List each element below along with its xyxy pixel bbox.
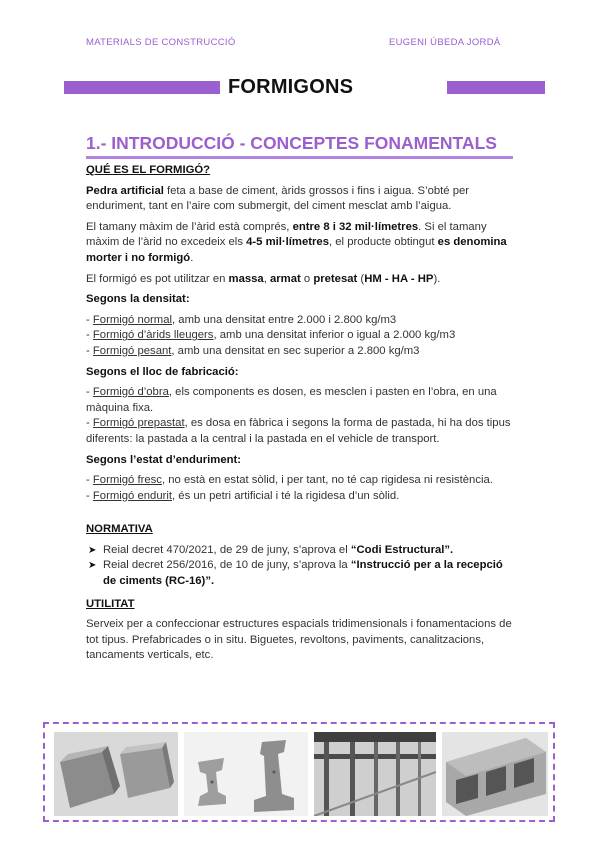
hardening-term: Formigó endurit [92,489,173,502]
normativa-list [86,543,516,590]
hardening-label: Segons l’estat d’enduriment: [86,453,242,466]
page-title: FORMIGONS [228,76,354,98]
p3-b: massa [228,272,264,285]
p2-b: entre 8 i 32 mil·límetres [292,220,419,233]
p2-c: . Si el tamany màxim de l’àrid no excedeix els [86,220,487,249]
fabrication-term: Formigó d’obra [92,386,169,399]
density-item: - Formigó normal, amb una densitat entre 2.000 i 2.800 kg/m3 [86,313,397,326]
hardening-term: Formigó fresc [92,474,162,487]
hardening-text: , és un petri artificial i té la rigidesa d’un sòlid. [172,489,400,502]
density-item: - Formigó d’àrids lleugers, amb una densitat inferior o igual a 2.000 kg/m3 [86,329,456,342]
p3-d: armat [270,272,301,285]
density-term: Formigó normal [92,313,173,326]
p3-c: , [263,272,270,285]
density-item: - Formigó pesant, amb una densitat en sec superior a 2.800 kg/m3 [86,344,420,357]
density-label: Segons la densitat: [86,293,190,306]
density-text: , amb una densitat en sec superior a 2.800 kg/m3 [171,344,420,357]
normativa-bold: “Codi Estructural”. [350,543,454,556]
density-term: Formigó d’àrids lleugers [92,329,214,342]
p2-f: es denomina morter i no formigó [86,236,507,264]
p3-f: pretesat [313,272,358,285]
fabrication-item: - Formigó d’obra, els components es dosen, es mesclen i pasten en l’obra, en una màquina fixa. [86,386,497,414]
header-left: MATERIALS DE CONSTRUCCIÓ [86,37,236,48]
photo-strip [43,722,555,822]
fabrication-text: , els components es dosen, es mesclen i pasten en l’obra, en una màquina fixa. [86,386,497,414]
fabrication-label: Segons el lloc de fabricació: [86,365,239,378]
p3-e: o [300,272,314,285]
section-title: 1.- INTRODUCCIÓ - CONCEPTES FONAMENTALS [86,133,497,153]
p2-a: El tamany màxim de l’àrid està comprés, [86,220,293,233]
p2-e: , el producte obtingut [329,236,438,249]
arrow-bullet-icon: ➤ [88,544,97,556]
p2-d: 4-5 mil·límetres [246,236,329,249]
p1-rest: feta a base de ciment, àrids grossos i fins i aigua. S’obté per enduriment, tant en l’aire com submergit, del ciment mesclat amb l’aigua. [86,184,470,213]
title-bar-left [64,81,220,94]
section-rule [86,156,513,159]
hardening-text: , no està en estat sòlid, i per tant, no té cap rigidesa ni resistència. [161,474,493,487]
concrete-beams-photo [184,732,308,816]
p1-bold: Pedra artificial [86,184,164,197]
p3-a: El formigó es pot utilitzar en [86,272,229,285]
fabrication-item: - Formigó prepastat, es dosa en fàbrica i segons la forma de pastada, hi ha dos tipus diferents: la pastada a la central i la pastada en el vehicle de transport. [86,417,511,445]
p2-g: . [190,251,194,264]
concrete-structure-photo [314,732,436,816]
paragraph-usage [86,272,516,288]
hardening-item: - Formigó endurit, és un petri artificial i té la rigidesa d’un sòlid. [86,489,400,502]
density-text: , amb una densitat entre 2.000 i 2.800 kg/m3 [172,313,397,326]
normativa-text: Reial decret 256/2016, de 10 de juny, s’aprova la [103,559,351,572]
paragraph-aggregate [86,220,516,267]
normativa-bold: “Instrucció per a la recepció de ciments (RC-16)”. [103,559,503,588]
utilitat-heading: UTILITAT [86,597,135,610]
p3-h: HM - HA - HP [364,272,434,285]
hollow-block-photo [442,732,548,816]
fabrication-text: , es dosa en fàbrica i segons la forma de pastada, hi ha dos tipus diferents: la pastada a la central i la pastada en el vehicle de transport. [86,417,511,445]
p3-i: ). [433,272,441,285]
title-bar-right [447,81,545,94]
density-term: Formigó pesant [92,344,172,357]
what-heading: QUÉ ES EL FORMIGÓ? [86,164,211,176]
concrete-blocks-photo [54,732,178,816]
normativa-text: Reial decret 470/2021, de 29 de juny, s’aprova el [103,543,351,556]
normativa-item [86,558,516,589]
utilitat-text: Serveix per a confeccionar estructures espacials tridimensionals i fonamentacions de tot tipus. Prefabricades o in situ. Biguetes, revoltons, paviments, canalitzacions, tancaments verticals, etc. [86,618,512,662]
hardening-item: - Formigó fresc, no està en estat sòlid, i per tant, no té cap rigidesa ni resistència. [86,474,493,487]
p3-g: ( [357,272,365,285]
content [86,163,516,669]
arrow-bullet-icon: ➤ [88,560,97,572]
fabrication-term: Formigó prepastat [92,417,185,430]
header-right: EUGENI ÚBEDA JORDÀ [389,37,501,48]
paragraph-definition [86,184,516,215]
normativa-item [86,543,516,559]
title-row [64,76,545,102]
density-text: , amb una densitat inferior o igual a 2.000 kg/m3 [213,329,456,342]
normativa-heading: NORMATIVA [86,523,153,536]
